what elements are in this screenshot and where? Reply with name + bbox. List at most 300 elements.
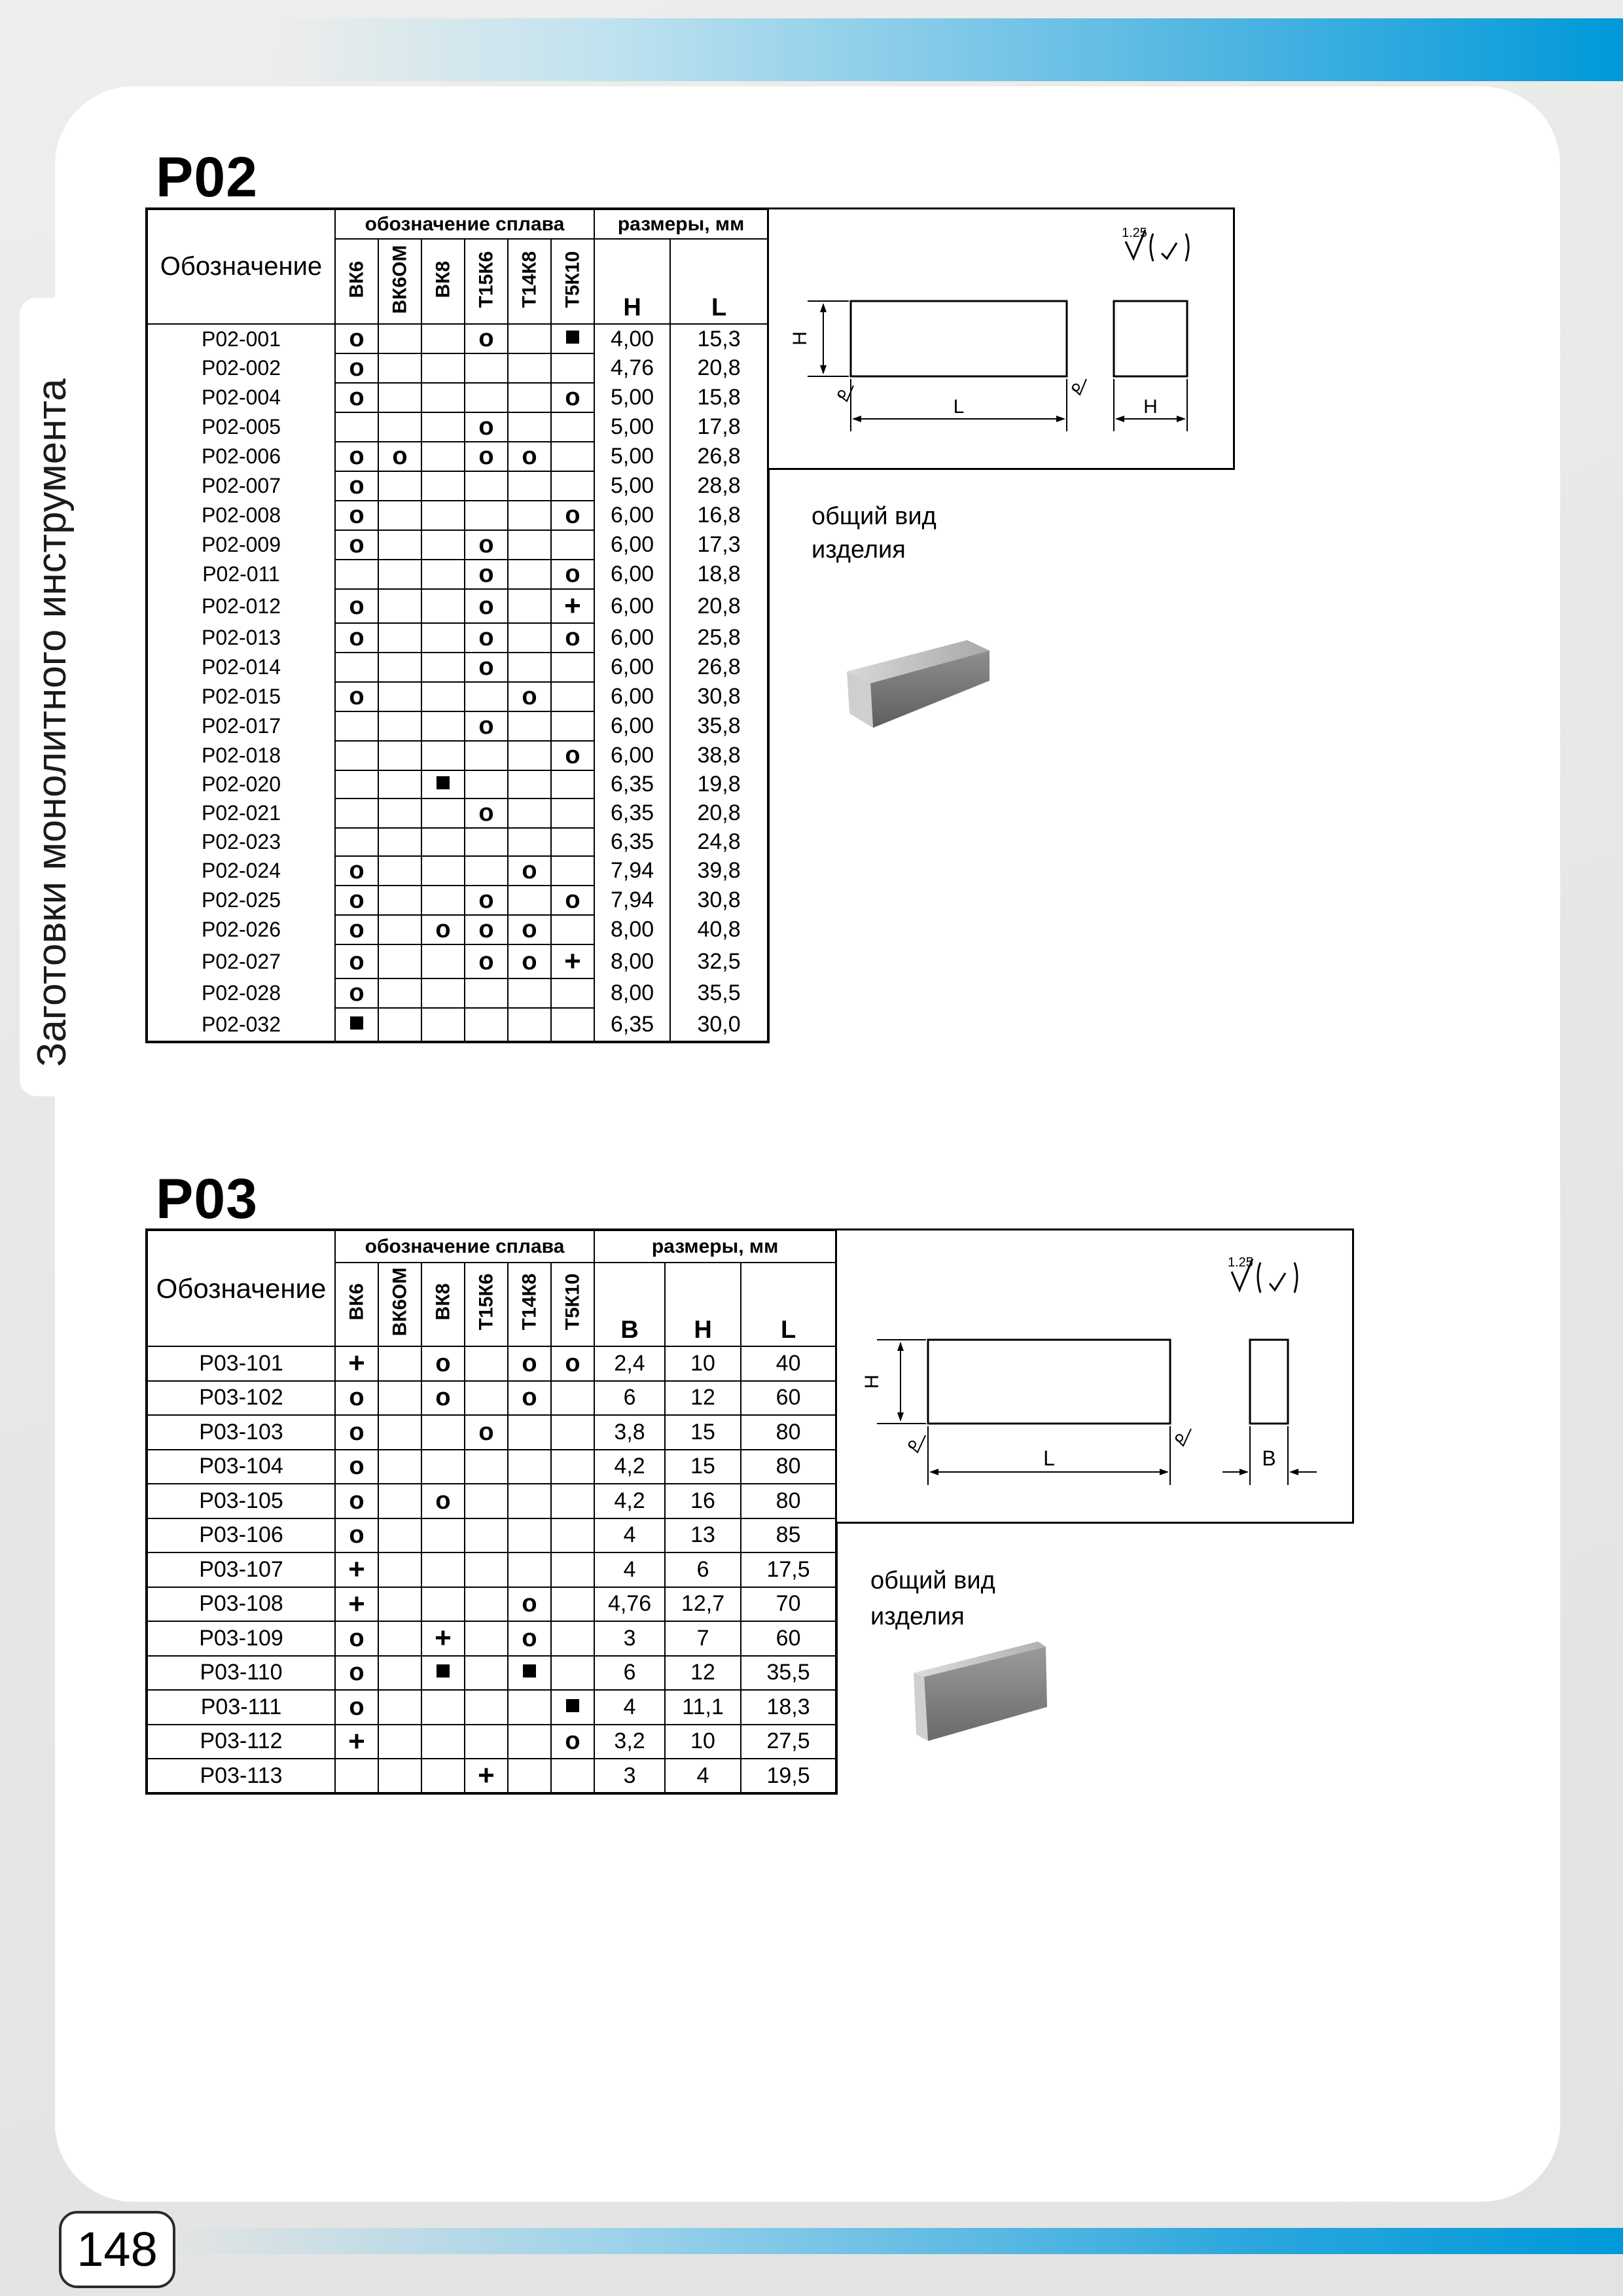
dim-b-value: 4,2 bbox=[594, 1484, 665, 1518]
alloy-mark-cell bbox=[335, 944, 378, 978]
alloy-mark-cell bbox=[335, 442, 378, 471]
p03-alloy-header: Т5К10 bbox=[562, 1273, 584, 1331]
dim-h-value: 6,00 bbox=[594, 623, 670, 653]
mark-circle: o bbox=[435, 1486, 451, 1515]
alloy-mark-cell bbox=[378, 856, 421, 886]
table-row bbox=[147, 886, 768, 915]
alloy-mark-cell bbox=[551, 741, 594, 770]
alloy-mark-cell bbox=[378, 383, 421, 412]
alloy-mark-cell bbox=[421, 1008, 465, 1042]
p02-alloy-header: Т5К10 bbox=[562, 251, 584, 308]
alloy-mark-cell bbox=[465, 798, 508, 828]
p02-designation-header: Обозначение bbox=[147, 209, 335, 324]
alloy-mark-cell bbox=[335, 1008, 378, 1042]
alloy-mark-cell bbox=[508, 383, 551, 412]
alloy-mark-cell bbox=[421, 1484, 465, 1518]
dim-h-value: 6,00 bbox=[594, 589, 670, 623]
p02-alloy-header: ВК8 bbox=[432, 260, 454, 298]
alloy-mark-cell bbox=[551, 1484, 594, 1518]
alloy-mark-cell bbox=[335, 653, 378, 682]
dim-l-value: 25,8 bbox=[670, 623, 768, 653]
p02-dim-header-l: L bbox=[670, 239, 768, 324]
dim-l-value: 70 bbox=[741, 1587, 836, 1622]
row-code: P02-023 bbox=[147, 828, 335, 856]
alloy-mark-cell bbox=[465, 978, 508, 1008]
row-code: P02-001 bbox=[147, 324, 335, 353]
alloy-mark-cell bbox=[551, 682, 594, 711]
alloy-mark-cell bbox=[551, 1656, 594, 1691]
mark-square bbox=[566, 1699, 579, 1712]
alloy-mark-cell bbox=[465, 1346, 508, 1381]
mark-plus: + bbox=[348, 1587, 365, 1620]
dim-b-value: 4 bbox=[594, 1552, 665, 1587]
row-code: P02-008 bbox=[147, 501, 335, 530]
dim-h-value: 15 bbox=[665, 1450, 741, 1484]
mark-circle: o bbox=[349, 947, 365, 975]
dim-l-value: 35,5 bbox=[670, 978, 768, 1008]
alloy-mark-cell bbox=[335, 1725, 378, 1759]
alloy-mark-cell bbox=[551, 1621, 594, 1656]
alloy-mark-cell bbox=[465, 589, 508, 623]
mark-circle: o bbox=[522, 1624, 537, 1652]
alloy-mark-cell bbox=[378, 770, 421, 798]
row-code: P02-018 bbox=[147, 741, 335, 770]
alloy-mark-cell bbox=[465, 560, 508, 589]
p03-product-view bbox=[910, 1636, 1067, 1748]
alloy-mark-cell bbox=[465, 623, 508, 653]
mark-circle: o bbox=[522, 916, 537, 943]
dim-h-value: 5,00 bbox=[594, 471, 670, 501]
row-code: P02-013 bbox=[147, 623, 335, 653]
dim-b-value: 3 bbox=[594, 1621, 665, 1656]
dim-b-value: 4,76 bbox=[594, 1587, 665, 1622]
row-code: P02-014 bbox=[147, 653, 335, 682]
alloy-mark-cell bbox=[551, 1725, 594, 1759]
dim-h-value: 5,00 bbox=[594, 383, 670, 412]
dim-b-value: 4,2 bbox=[594, 1450, 665, 1484]
p02-product-view bbox=[844, 628, 1027, 733]
p03-view-label-line1: общий вид bbox=[870, 1567, 995, 1594]
dim-h-value: 6,00 bbox=[594, 560, 670, 589]
p03-alloy-group-header: обозначение сплава bbox=[335, 1230, 594, 1263]
dim-b-value: 3 bbox=[594, 1759, 665, 1793]
p02-dim-header-h: H bbox=[594, 239, 670, 324]
dim-l-value: 17,5 bbox=[741, 1552, 836, 1587]
dim-l-value: 26,8 bbox=[670, 653, 768, 682]
alloy-mark-cell bbox=[335, 741, 378, 770]
alloy-mark-cell bbox=[551, 1759, 594, 1793]
dim-l-value: 38,8 bbox=[670, 741, 768, 770]
row-code: P03-107 bbox=[147, 1552, 335, 1587]
dim-l-value: 19,5 bbox=[741, 1759, 836, 1793]
row-code: P02-020 bbox=[147, 770, 335, 798]
mark-circle: o bbox=[349, 384, 365, 411]
alloy-mark-cell bbox=[335, 798, 378, 828]
alloy-mark-cell bbox=[465, 1415, 508, 1450]
alloy-mark-cell bbox=[378, 944, 421, 978]
dim-b-value: 3,2 bbox=[594, 1725, 665, 1759]
alloy-mark-cell bbox=[421, 324, 465, 353]
alloy-mark-cell bbox=[378, 1346, 421, 1381]
dim-h-value: 5,00 bbox=[594, 412, 670, 442]
dim-h-value: 6,35 bbox=[594, 770, 670, 798]
table-row bbox=[147, 1656, 836, 1691]
table-row bbox=[147, 471, 768, 501]
mark-circle: o bbox=[349, 857, 365, 884]
table-row bbox=[147, 383, 768, 412]
alloy-mark-cell bbox=[551, 530, 594, 560]
alloy-mark-cell bbox=[465, 1008, 508, 1042]
alloy-mark-cell bbox=[551, 324, 594, 353]
dim-h-value: 8,00 bbox=[594, 944, 670, 978]
table-row bbox=[147, 1518, 836, 1553]
mark-circle: o bbox=[349, 1624, 365, 1652]
p03-view-label-line2: изделия bbox=[870, 1603, 965, 1631]
dim-b-value: 4 bbox=[594, 1518, 665, 1553]
mark-circle: o bbox=[349, 1659, 365, 1687]
footer-accent-bar bbox=[170, 2228, 1623, 2254]
mark-circle: o bbox=[565, 742, 580, 769]
table-row bbox=[147, 442, 768, 471]
p02-alloy-group-header: обозначение сплава bbox=[335, 209, 594, 239]
alloy-mark-cell bbox=[508, 1415, 551, 1450]
p03-dim-header-l: L bbox=[741, 1263, 836, 1346]
alloy-mark-cell bbox=[508, 589, 551, 623]
alloy-mark-cell bbox=[421, 682, 465, 711]
p03-alloy-header: ВК8 bbox=[432, 1283, 454, 1321]
alloy-mark-cell bbox=[465, 915, 508, 944]
dim-h-value: 4,76 bbox=[594, 353, 670, 383]
mark-circle: o bbox=[478, 916, 494, 943]
alloy-mark-cell bbox=[508, 353, 551, 383]
alloy-mark-cell bbox=[508, 324, 551, 353]
alloy-mark-cell bbox=[378, 530, 421, 560]
alloy-mark-cell bbox=[508, 741, 551, 770]
mark-circle: o bbox=[349, 1521, 365, 1549]
alloy-mark-cell bbox=[421, 741, 465, 770]
dim-l-value: 26,8 bbox=[670, 442, 768, 471]
alloy-mark-cell bbox=[551, 1415, 594, 1450]
mark-circle: o bbox=[349, 354, 365, 382]
table-row bbox=[147, 856, 768, 886]
row-code: P03-111 bbox=[147, 1690, 335, 1725]
row-code: P03-108 bbox=[147, 1587, 335, 1622]
alloy-mark-cell bbox=[421, 471, 465, 501]
mark-circle: o bbox=[349, 1418, 365, 1446]
dim-h-value: 6 bbox=[665, 1552, 741, 1587]
alloy-mark-cell bbox=[421, 1725, 465, 1759]
alloy-mark-cell bbox=[378, 623, 421, 653]
alloy-mark-cell bbox=[378, 1725, 421, 1759]
alloy-mark-cell bbox=[551, 501, 594, 530]
alloy-mark-cell bbox=[421, 856, 465, 886]
alloy-mark-cell bbox=[551, 711, 594, 741]
alloy-mark-cell bbox=[508, 1552, 551, 1587]
alloy-mark-cell bbox=[465, 1725, 508, 1759]
row-code: P03-110 bbox=[147, 1656, 335, 1691]
row-code: P03-113 bbox=[147, 1759, 335, 1793]
dim-l-value: 20,8 bbox=[670, 353, 768, 383]
alloy-mark-cell bbox=[421, 530, 465, 560]
mark-circle: o bbox=[478, 799, 494, 827]
alloy-mark-cell bbox=[508, 1759, 551, 1793]
alloy-mark-cell bbox=[421, 798, 465, 828]
mark-circle: o bbox=[435, 1349, 451, 1377]
mark-circle: o bbox=[565, 624, 580, 651]
table-row bbox=[147, 653, 768, 682]
mark-circle: o bbox=[349, 325, 365, 352]
alloy-mark-cell bbox=[335, 1587, 378, 1622]
table-row bbox=[147, 1621, 836, 1656]
mark-circle: o bbox=[478, 947, 494, 975]
alloy-mark-cell bbox=[378, 412, 421, 442]
p03-designation-header: Обозначение bbox=[147, 1230, 335, 1346]
alloy-mark-cell bbox=[465, 1450, 508, 1484]
alloy-mark-cell bbox=[551, 589, 594, 623]
alloy-mark-cell bbox=[421, 560, 465, 589]
dim-l-value: 35,5 bbox=[741, 1656, 836, 1691]
alloy-mark-cell bbox=[465, 324, 508, 353]
p02-table bbox=[145, 207, 770, 1043]
alloy-mark-cell bbox=[551, 353, 594, 383]
alloy-mark-cell bbox=[508, 471, 551, 501]
alloy-mark-cell bbox=[551, 623, 594, 653]
alloy-mark-cell bbox=[551, 1381, 594, 1416]
mark-circle: o bbox=[565, 1727, 580, 1755]
alloy-mark-cell bbox=[551, 560, 594, 589]
row-code: P02-011 bbox=[147, 560, 335, 589]
dim-l-value: 60 bbox=[741, 1621, 836, 1656]
alloy-mark-cell bbox=[335, 1552, 378, 1587]
alloy-mark-cell bbox=[378, 1415, 421, 1450]
p02-alloy-header: ВК6ОМ bbox=[389, 245, 410, 314]
dim-b-value: 6 bbox=[594, 1656, 665, 1691]
alloy-mark-cell bbox=[465, 1621, 508, 1656]
row-code: P03-103 bbox=[147, 1415, 335, 1450]
alloy-mark-cell bbox=[421, 383, 465, 412]
table-row bbox=[147, 1450, 836, 1484]
row-code: P03-104 bbox=[147, 1450, 335, 1484]
dim-h-value: 6,35 bbox=[594, 798, 670, 828]
alloy-mark-cell bbox=[508, 412, 551, 442]
mark-circle: o bbox=[349, 916, 365, 943]
alloy-mark-cell bbox=[508, 1346, 551, 1381]
alloy-mark-cell bbox=[378, 978, 421, 1008]
alloy-mark-cell bbox=[551, 828, 594, 856]
mark-circle: o bbox=[522, 442, 537, 470]
row-code: P03-105 bbox=[147, 1484, 335, 1518]
dim-b-value: 3,8 bbox=[594, 1415, 665, 1450]
dim-h-value: 6,00 bbox=[594, 741, 670, 770]
table-row bbox=[147, 978, 768, 1008]
p03-drawing bbox=[835, 1229, 1354, 1524]
mark-square bbox=[523, 1664, 536, 1677]
dim-h-value: 15 bbox=[665, 1415, 741, 1450]
alloy-mark-cell bbox=[335, 353, 378, 383]
alloy-mark-cell bbox=[508, 798, 551, 828]
alloy-mark-cell bbox=[335, 1346, 378, 1381]
dim-l-value: 30,0 bbox=[670, 1008, 768, 1042]
alloy-mark-cell bbox=[335, 886, 378, 915]
mark-square bbox=[350, 1016, 363, 1030]
header-accent-bar bbox=[275, 18, 1623, 81]
alloy-mark-cell bbox=[335, 530, 378, 560]
mark-circle: o bbox=[522, 1349, 537, 1377]
dim-h-value: 6,00 bbox=[594, 711, 670, 741]
mark-circle: o bbox=[478, 886, 494, 914]
dim-l-value: 15,3 bbox=[670, 324, 768, 353]
dim-l-value: 40,8 bbox=[670, 915, 768, 944]
mark-circle: o bbox=[349, 624, 365, 651]
mark-circle: o bbox=[478, 560, 494, 588]
mark-circle: o bbox=[478, 442, 494, 470]
row-code: P02-015 bbox=[147, 682, 335, 711]
alloy-mark-cell bbox=[421, 1656, 465, 1691]
alloy-mark-cell bbox=[335, 501, 378, 530]
row-code: P02-017 bbox=[147, 711, 335, 741]
mark-circle: o bbox=[478, 531, 494, 558]
alloy-mark-cell bbox=[378, 1621, 421, 1656]
dim-h-value: 8,00 bbox=[594, 915, 670, 944]
mark-circle: o bbox=[349, 1384, 365, 1412]
alloy-mark-cell bbox=[335, 1381, 378, 1416]
table-row bbox=[147, 1759, 836, 1793]
alloy-mark-cell bbox=[465, 383, 508, 412]
table-row bbox=[147, 1587, 836, 1622]
table-row bbox=[147, 560, 768, 589]
alloy-mark-cell bbox=[421, 978, 465, 1008]
alloy-mark-cell bbox=[378, 1450, 421, 1484]
dim-h-value: 11,1 bbox=[665, 1690, 741, 1725]
alloy-mark-cell bbox=[378, 741, 421, 770]
mark-circle: o bbox=[435, 1384, 451, 1412]
mark-circle: o bbox=[349, 886, 365, 914]
alloy-mark-cell bbox=[421, 1346, 465, 1381]
dim-h-value: 5,00 bbox=[594, 442, 670, 471]
alloy-mark-cell bbox=[551, 978, 594, 1008]
mark-circle: o bbox=[522, 1384, 537, 1412]
mark-circle: o bbox=[349, 501, 365, 529]
row-code: P03-106 bbox=[147, 1518, 335, 1553]
alloy-mark-cell bbox=[421, 442, 465, 471]
mark-circle: o bbox=[349, 472, 365, 499]
dim-l-value: 16,8 bbox=[670, 501, 768, 530]
table-row bbox=[147, 1725, 836, 1759]
table-row bbox=[147, 944, 768, 978]
alloy-mark-cell bbox=[421, 501, 465, 530]
alloy-mark-cell bbox=[508, 770, 551, 798]
alloy-mark-cell bbox=[465, 353, 508, 383]
alloy-mark-cell bbox=[551, 856, 594, 886]
alloy-mark-cell bbox=[508, 530, 551, 560]
row-code: P02-012 bbox=[147, 589, 335, 623]
alloy-mark-cell bbox=[421, 1381, 465, 1416]
alloy-mark-cell bbox=[421, 711, 465, 741]
table-row bbox=[147, 682, 768, 711]
table-row bbox=[147, 530, 768, 560]
alloy-mark-cell bbox=[335, 1656, 378, 1691]
row-code: P03-102 bbox=[147, 1381, 335, 1416]
alloy-mark-cell bbox=[508, 1518, 551, 1553]
row-code: P02-005 bbox=[147, 412, 335, 442]
alloy-mark-cell bbox=[378, 682, 421, 711]
dim-l-value: 27,5 bbox=[741, 1725, 836, 1759]
alloy-mark-cell bbox=[508, 1381, 551, 1416]
alloy-mark-cell bbox=[378, 1484, 421, 1518]
side-title: Заготовки монолитного инструмента bbox=[29, 378, 75, 1067]
alloy-mark-cell bbox=[551, 383, 594, 412]
alloy-mark-cell bbox=[378, 653, 421, 682]
p03-drawing-l-label: L bbox=[1043, 1446, 1055, 1470]
row-code: P02-004 bbox=[147, 383, 335, 412]
mark-circle: o bbox=[349, 1693, 365, 1721]
alloy-mark-cell bbox=[508, 1621, 551, 1656]
alloy-mark-cell bbox=[335, 828, 378, 856]
p02-alloy-header: Т14К8 bbox=[518, 251, 541, 308]
dim-l-value: 19,8 bbox=[670, 770, 768, 798]
mark-plus: + bbox=[564, 945, 581, 977]
alloy-mark-cell bbox=[335, 560, 378, 589]
dim-h-value: 6,35 bbox=[594, 1008, 670, 1042]
alloy-mark-cell bbox=[465, 501, 508, 530]
alloy-mark-cell bbox=[378, 1008, 421, 1042]
alloy-mark-cell bbox=[421, 770, 465, 798]
p03-size-group-header: размеры, мм bbox=[594, 1230, 836, 1263]
alloy-mark-cell bbox=[335, 1450, 378, 1484]
dim-l-value: 32,5 bbox=[670, 944, 768, 978]
row-code: P02-027 bbox=[147, 944, 335, 978]
mark-plus: + bbox=[348, 1725, 365, 1757]
mark-circle: o bbox=[478, 413, 494, 440]
dim-h-value: 7 bbox=[665, 1621, 741, 1656]
alloy-mark-cell bbox=[421, 1518, 465, 1553]
table-row bbox=[147, 741, 768, 770]
row-code: P02-026 bbox=[147, 915, 335, 944]
dim-h-value: 13 bbox=[665, 1518, 741, 1553]
alloy-mark-cell bbox=[378, 501, 421, 530]
dim-h-value: 6,00 bbox=[594, 653, 670, 682]
alloy-mark-cell bbox=[508, 856, 551, 886]
alloy-mark-cell bbox=[378, 915, 421, 944]
alloy-mark-cell bbox=[465, 412, 508, 442]
alloy-mark-cell bbox=[378, 589, 421, 623]
alloy-mark-cell bbox=[421, 589, 465, 623]
alloy-mark-cell bbox=[551, 886, 594, 915]
table-row bbox=[147, 412, 768, 442]
row-code: P03-101 bbox=[147, 1346, 335, 1381]
mark-circle: o bbox=[349, 1452, 365, 1480]
alloy-mark-cell bbox=[421, 353, 465, 383]
alloy-mark-cell bbox=[335, 1621, 378, 1656]
alloy-mark-cell bbox=[421, 1552, 465, 1587]
mark-circle: o bbox=[349, 979, 365, 1007]
p03-alloy-header: Т15К6 bbox=[475, 1273, 497, 1331]
alloy-mark-cell bbox=[465, 1552, 508, 1587]
dim-l-value: 17,8 bbox=[670, 412, 768, 442]
dim-h-value: 12 bbox=[665, 1656, 741, 1691]
table-row bbox=[147, 589, 768, 623]
p02-drawing-side-label: H bbox=[1143, 396, 1158, 418]
mark-circle: o bbox=[478, 624, 494, 651]
mark-circle: o bbox=[435, 916, 451, 943]
alloy-mark-cell bbox=[508, 560, 551, 589]
alloy-mark-cell bbox=[378, 886, 421, 915]
table-row bbox=[147, 353, 768, 383]
alloy-mark-cell bbox=[508, 1008, 551, 1042]
alloy-mark-cell bbox=[508, 1690, 551, 1725]
alloy-mark-cell bbox=[421, 623, 465, 653]
alloy-mark-cell bbox=[335, 623, 378, 653]
